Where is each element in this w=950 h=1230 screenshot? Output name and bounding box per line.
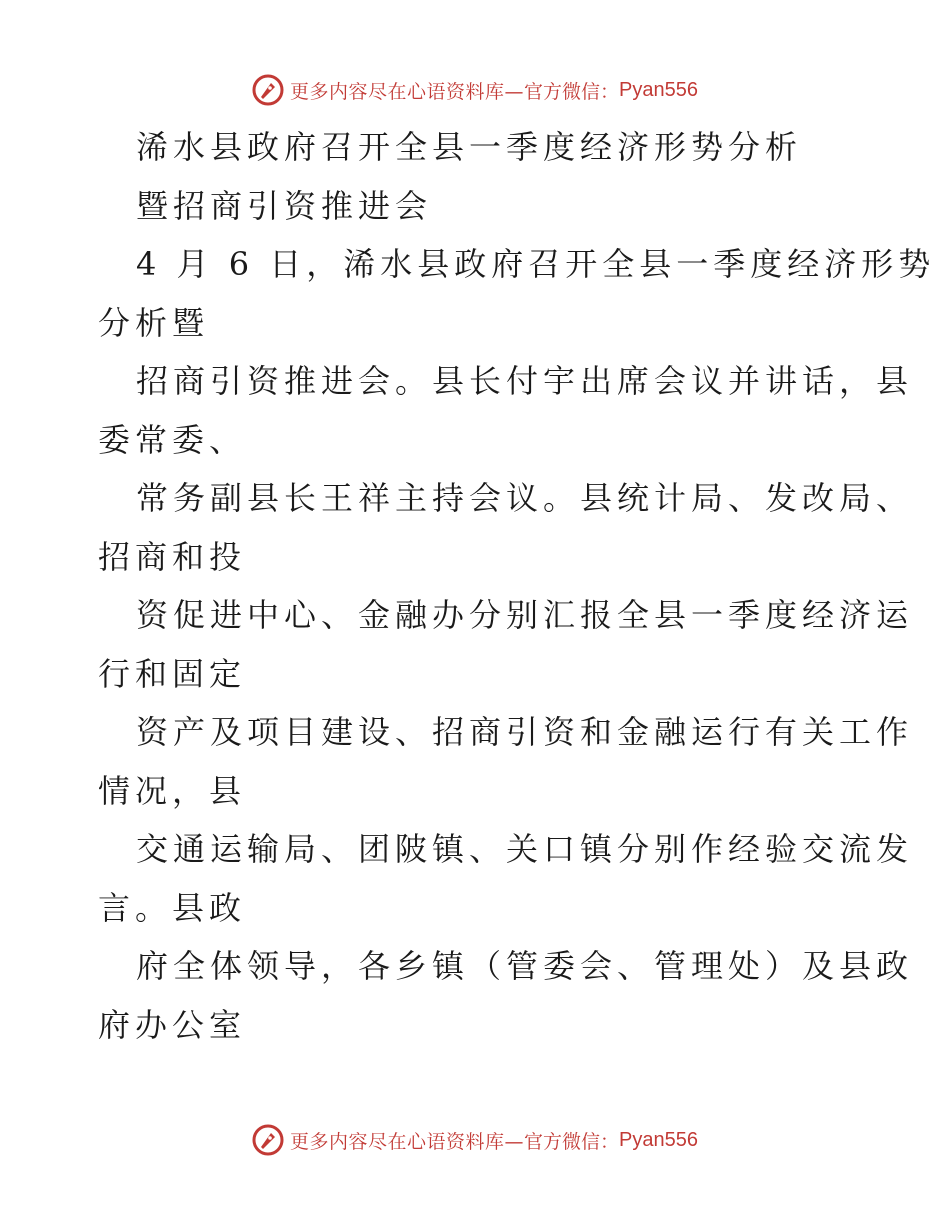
body-line: 情况，县 bbox=[98, 771, 247, 810]
watermark-text: 更多内容尽在心语资料库— bbox=[290, 80, 525, 103]
header-watermark bbox=[0, 70, 950, 110]
pen-nib-icon bbox=[252, 1124, 284, 1156]
body-line: 言。县政 bbox=[98, 888, 247, 927]
wechat-id: Pyan556 bbox=[619, 1128, 698, 1151]
pen-nib-icon bbox=[252, 74, 284, 106]
body-line: 资产及项目建设、招商引资和金融运行有关工作 bbox=[136, 713, 914, 751]
body-line: 行和固定 bbox=[98, 654, 247, 693]
body-line: 资促进中心、金融办分别汇报全县一季度经济运 bbox=[136, 596, 914, 634]
body-line: 常务副县长王祥主持会议。县统计局、发改局、 bbox=[136, 479, 914, 517]
body-line: 分析暨 bbox=[98, 303, 210, 342]
body-line: 交通运输局、团陂镇、关口镇分别作经验交流发 bbox=[136, 830, 914, 868]
document-body bbox=[98, 118, 936, 1054]
wechat-id: Pyan556 bbox=[619, 78, 698, 101]
title-line-1: 浠水县政府召开全县一季度经济形势分析 bbox=[136, 128, 803, 166]
wechat-label: 官方微信： bbox=[524, 80, 620, 103]
body-line: 府全体领导，各乡镇（管委会、管理处）及县政 bbox=[136, 947, 914, 985]
body-line: 招商和投 bbox=[98, 537, 247, 576]
footer-watermark bbox=[0, 1120, 950, 1160]
body-line: 4 月 6 日，浠水县政府召开全县一季度经济形势 bbox=[136, 245, 936, 283]
title-line-2: 暨招商引资推进会 bbox=[136, 186, 433, 225]
body-line: 招商引资推进会。县长付宇出席会议并讲话，县 bbox=[136, 362, 914, 400]
body-line: 府办公室 bbox=[98, 1005, 247, 1044]
wechat-label: 官方微信： bbox=[524, 1130, 620, 1153]
watermark-text: 更多内容尽在心语资料库— bbox=[290, 1130, 525, 1153]
body-line: 委常委、 bbox=[98, 420, 247, 459]
